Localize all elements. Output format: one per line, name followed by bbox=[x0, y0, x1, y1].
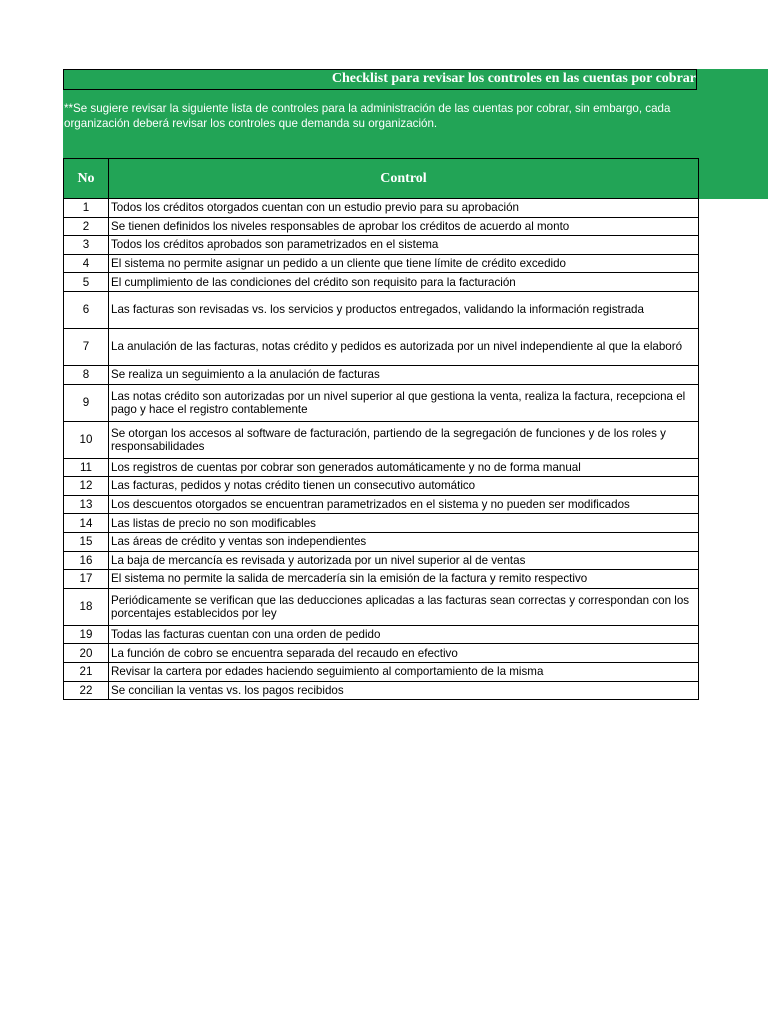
table-row bbox=[64, 254, 699, 273]
row-control: Todos los créditos otorgados cuentan con un estudio previo para su aprobación bbox=[109, 199, 699, 218]
row-number: 11 bbox=[64, 458, 109, 477]
table-row bbox=[64, 236, 699, 255]
row-number: 5 bbox=[64, 273, 109, 292]
row-number: 17 bbox=[64, 570, 109, 589]
row-number: 12 bbox=[64, 477, 109, 496]
table-row bbox=[64, 551, 699, 570]
table-row bbox=[64, 477, 699, 496]
row-control: Se otorgan los accesos al software de facturación, partiendo de la segregación de funciones y de los roles y responsabilidades bbox=[109, 421, 699, 458]
table-row bbox=[64, 570, 699, 589]
row-number: 15 bbox=[64, 532, 109, 551]
row-number: 19 bbox=[64, 625, 109, 644]
row-control: Se realiza un seguimiento a la anulación de facturas bbox=[109, 365, 699, 384]
controls-table bbox=[63, 158, 699, 700]
table-row bbox=[64, 532, 699, 551]
row-control: Todos los créditos aprobados son parametrizados en el sistema bbox=[109, 236, 699, 255]
table-row bbox=[64, 421, 699, 458]
row-number: 7 bbox=[64, 328, 109, 365]
table-row bbox=[64, 644, 699, 663]
column-header-no: No bbox=[64, 159, 109, 199]
row-control: Los descuentos otorgados se encuentran parametrizados en el sistema y no pueden ser modificados bbox=[109, 495, 699, 514]
title-cell bbox=[63, 69, 697, 90]
row-number: 6 bbox=[64, 291, 109, 328]
row-control: Se concilian la ventas vs. los pagos recibidos bbox=[109, 681, 699, 700]
row-control: Revisar la cartera por edades haciendo seguimiento al comportamiento de la misma bbox=[109, 662, 699, 681]
note-line-2: organización deberá revisar los controles que demanda su organización. bbox=[64, 117, 438, 130]
row-control: Las listas de precio no son modificables bbox=[109, 514, 699, 533]
table-row bbox=[64, 458, 699, 477]
table-row bbox=[64, 662, 699, 681]
row-number: 3 bbox=[64, 236, 109, 255]
row-control: La anulación de las facturas, notas crédito y pedidos es autorizada por un nivel independiente al que la elaboró bbox=[109, 328, 699, 365]
row-number: 22 bbox=[64, 681, 109, 700]
row-control: Las facturas son revisadas vs. los servicios y productos entregados, validando la información registrada bbox=[109, 291, 699, 328]
table-row bbox=[64, 273, 699, 292]
table-header-row bbox=[64, 159, 699, 199]
row-number: 10 bbox=[64, 421, 109, 458]
page-title: Checklist para revisar los controles en las cuentas por cobrar bbox=[331, 71, 696, 86]
table-row bbox=[64, 681, 699, 700]
row-control: El sistema no permite la salida de mercadería sin la emisión de la factura y remito respectivo bbox=[109, 570, 699, 589]
note-cell bbox=[64, 101, 697, 135]
note-line-1: **Se sugiere revisar la siguiente lista de controles para la administración de las cuentas por cobrar, sin embargo, cada bbox=[64, 102, 671, 115]
row-number: 21 bbox=[64, 662, 109, 681]
row-control: Periódicamente se verifican que las deducciones aplicadas a las facturas sean correctas y correspondan con los porcentajes establecidos por ley bbox=[109, 588, 699, 625]
row-control: Los registros de cuentas por cobrar son generados automáticamente y no de forma manual bbox=[109, 458, 699, 477]
row-number: 8 bbox=[64, 365, 109, 384]
table-row bbox=[64, 328, 699, 365]
table-row bbox=[64, 384, 699, 421]
table-row bbox=[64, 514, 699, 533]
row-number: 18 bbox=[64, 588, 109, 625]
row-control: Las notas crédito son autorizadas por un nivel superior al que gestiona la venta, realiza la factura, recepciona el pago y hace el registro contablemente bbox=[109, 384, 699, 421]
row-control: El cumplimiento de las condiciones del crédito son requisito para la facturación bbox=[109, 273, 699, 292]
table-row bbox=[64, 365, 699, 384]
table-row bbox=[64, 291, 699, 328]
row-number: 13 bbox=[64, 495, 109, 514]
row-control: Las facturas, pedidos y notas crédito tienen un consecutivo automático bbox=[109, 477, 699, 496]
table-row bbox=[64, 588, 699, 625]
row-control: Todas las facturas cuentan con una orden de pedido bbox=[109, 625, 699, 644]
row-number: 20 bbox=[64, 644, 109, 663]
row-control: La baja de mercancía es revisada y autorizada por un nivel superior al de ventas bbox=[109, 551, 699, 570]
row-number: 1 bbox=[64, 199, 109, 218]
table-row bbox=[64, 625, 699, 644]
row-number: 2 bbox=[64, 217, 109, 236]
row-number: 4 bbox=[64, 254, 109, 273]
row-number: 16 bbox=[64, 551, 109, 570]
column-header-control: Control bbox=[109, 159, 699, 199]
row-number: 14 bbox=[64, 514, 109, 533]
table-row bbox=[64, 495, 699, 514]
table-row bbox=[64, 199, 699, 218]
table-row bbox=[64, 217, 699, 236]
row-control: La función de cobro se encuentra separada del recaudo en efectivo bbox=[109, 644, 699, 663]
row-number: 9 bbox=[64, 384, 109, 421]
row-control: Se tienen definidos los niveles responsables de aprobar los créditos de acuerdo al monto bbox=[109, 217, 699, 236]
row-control: El sistema no permite asignar un pedido a un cliente que tiene límite de crédito excedido bbox=[109, 254, 699, 273]
row-control: Las áreas de crédito y ventas son independientes bbox=[109, 532, 699, 551]
